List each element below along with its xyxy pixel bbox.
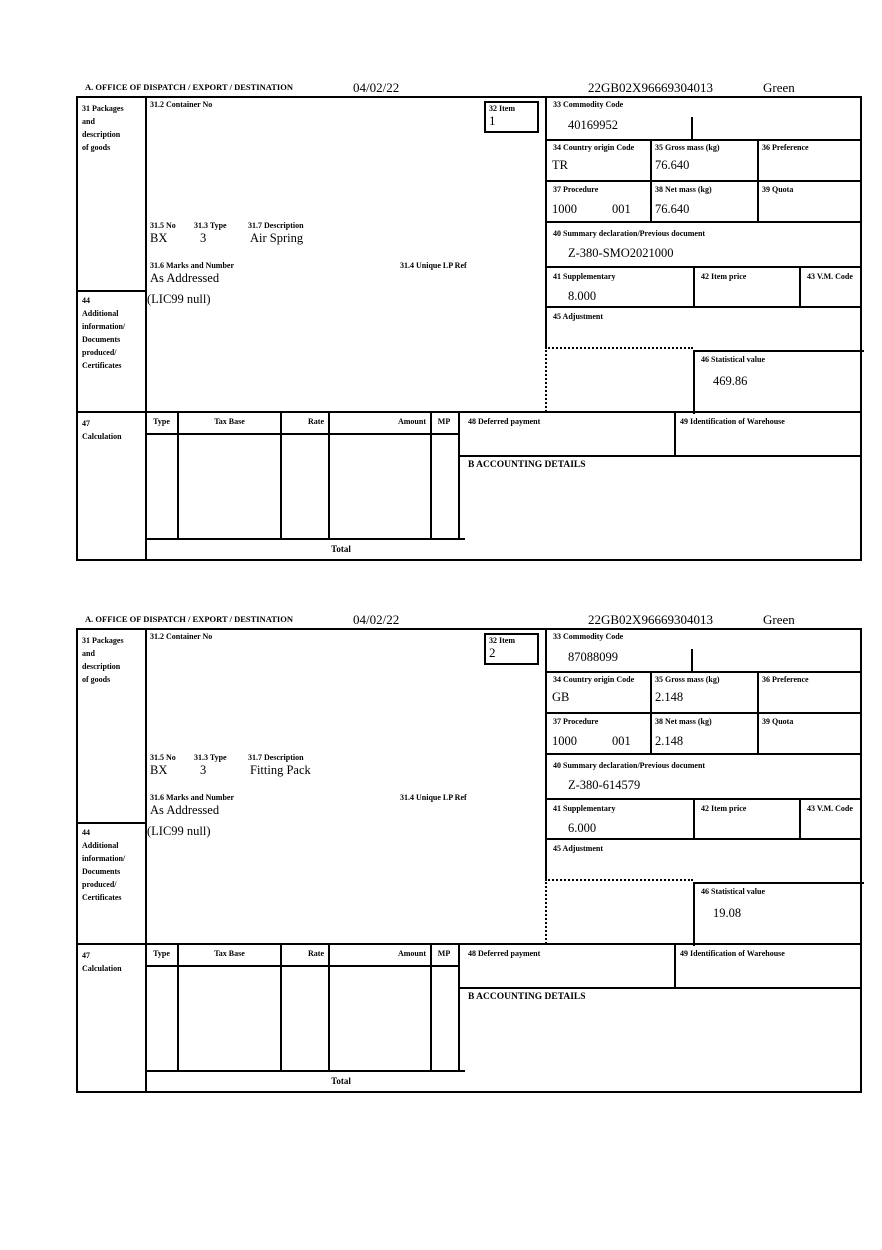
border-line	[76, 943, 862, 945]
column-header-rate: Rate	[308, 949, 324, 958]
additional-info-value: (LIC99 null)	[147, 824, 211, 838]
vm-code-label: 43 V.M. Code	[807, 804, 853, 813]
dotted-border-line	[545, 347, 547, 412]
item-number-box	[484, 633, 539, 665]
item-number-value: 2	[489, 645, 496, 660]
border-line	[328, 411, 330, 540]
border-line	[799, 798, 801, 840]
adjustment-label: 45 Adjustment	[553, 312, 604, 321]
border-line	[76, 411, 862, 413]
country-origin-value: TR	[552, 158, 568, 172]
item-price-label: 42 Item price	[701, 272, 747, 281]
gross-mass-label: 35 Gross mass (kg)	[655, 675, 720, 684]
border-line	[650, 671, 652, 754]
box31-packages-label: 31 Packages and description of goods	[82, 104, 124, 152]
border-line	[860, 96, 862, 561]
marks-number-label: 31.6 Marks and Number	[150, 261, 235, 270]
statistical-value-value: 469.86	[713, 374, 748, 388]
container-no-label: 31.2 Container No	[150, 100, 213, 109]
supplementary-label: 41 Supplementary	[553, 804, 616, 813]
box31-packages-label: 31 Packages and description of goods	[82, 636, 124, 684]
summary-declaration-label: 40 Summary declaration/Previous document	[553, 229, 706, 238]
border-line	[145, 965, 460, 967]
item-number-label: 32 Item	[489, 104, 515, 113]
border-line	[145, 433, 460, 435]
packages-no-label: 31.5 No	[150, 753, 176, 762]
gross-mass-value: 76.640	[655, 158, 690, 172]
marks-number-value: As Addressed	[150, 803, 220, 817]
dotted-border-line	[545, 879, 693, 881]
border-line	[674, 411, 676, 457]
gross-mass-label: 35 Gross mass (kg)	[655, 143, 720, 152]
preference-label: 36 Preference	[762, 143, 809, 152]
additional-info-value: (LIC99 null)	[147, 292, 211, 306]
commodity-code-label: 33 Commodity Code	[553, 632, 624, 641]
border-line	[280, 943, 282, 1072]
box44-additional-info-label: 44 Additional information/ Documents produced/ Certificates	[82, 828, 126, 902]
statistical-value-label: 46 Statistical value	[701, 887, 765, 896]
total-label: Total	[331, 544, 351, 554]
border-line	[76, 96, 862, 98]
border-line	[693, 798, 695, 840]
summary-declaration-value: Z-380-SMO2021000	[568, 246, 674, 260]
commodity-code-label: 33 Commodity Code	[553, 100, 624, 109]
border-line	[76, 1091, 862, 1093]
description-label: 31.7 Description	[248, 221, 304, 230]
border-line	[145, 1070, 465, 1072]
deferred-payment-label: 48 Deferred payment	[468, 417, 541, 426]
border-line	[458, 943, 460, 1072]
net-mass-label: 38 Net mass (kg)	[655, 185, 712, 194]
procedure-label: 37 Procedure	[553, 185, 599, 194]
routing-status: Green	[763, 612, 795, 627]
declaration-item-form-1	[76, 80, 862, 562]
warehouse-id-label: 49 Identification of Warehouse	[680, 417, 785, 426]
summary-declaration-label: 40 Summary declaration/Previous document	[553, 761, 706, 770]
border-line	[430, 943, 432, 1072]
declaration-date: 04/02/22	[353, 80, 400, 95]
declaration-item-form-2	[76, 612, 862, 1094]
adjustment-label: 45 Adjustment	[553, 844, 604, 853]
border-line	[757, 139, 759, 222]
border-line	[430, 411, 432, 540]
border-line	[650, 139, 652, 222]
border-line	[693, 266, 695, 308]
country-origin-value: GB	[552, 690, 570, 704]
quota-label: 39 Quota	[762, 185, 794, 194]
packages-type-label: 31.3 Type	[194, 221, 227, 230]
border-line	[458, 411, 460, 540]
column-header-rate: Rate	[308, 417, 324, 426]
border-line	[76, 96, 78, 561]
declaration-reference: 22GB02X96669304013	[588, 612, 713, 627]
column-header-tax-base: Tax Base	[214, 417, 245, 426]
border-line	[545, 798, 862, 800]
border-line	[76, 628, 78, 1093]
border-line	[328, 943, 330, 1072]
commodity-code-value: 40169952	[568, 118, 618, 132]
border-line	[177, 411, 179, 540]
packages-no-label: 31.5 No	[150, 221, 176, 230]
procedure-second-value: 001	[612, 734, 631, 748]
routing-status: Green	[763, 80, 795, 95]
dotted-border-line	[545, 347, 693, 349]
marks-number-value: As Addressed	[150, 271, 220, 285]
office-of-dispatch-title: A. OFFICE OF DISPATCH / EXPORT / DESTINATION	[85, 614, 293, 624]
column-header-type: Type	[153, 417, 170, 426]
office-of-dispatch-title: A. OFFICE OF DISPATCH / EXPORT / DESTINATION	[85, 82, 293, 92]
declaration-reference: 22GB02X96669304013	[588, 80, 713, 95]
border-line	[145, 538, 465, 540]
border-line	[799, 266, 801, 308]
packages-no-value: BX	[150, 231, 168, 245]
column-header-amount: Amount	[397, 949, 426, 958]
marks-number-label: 31.6 Marks and Number	[150, 793, 235, 802]
net-mass-value: 76.640	[655, 202, 690, 216]
column-header-tax-base: Tax Base	[214, 949, 245, 958]
border-line	[545, 180, 862, 182]
border-line	[145, 628, 147, 1093]
country-origin-label: 34 Country origin Code	[553, 143, 635, 152]
border-line	[757, 671, 759, 754]
deferred-payment-label: 48 Deferred payment	[468, 949, 541, 958]
box44-additional-info-label: 44 Additional information/ Documents produced/ Certificates	[82, 296, 126, 370]
supplementary-value: 8.000	[568, 289, 597, 303]
summary-declaration-value: Z-380-614579	[568, 778, 641, 792]
item-price-label: 42 Item price	[701, 804, 747, 813]
box47-calculation-label: 47 Calculation	[82, 951, 122, 973]
dotted-border-line	[545, 879, 547, 944]
supplementary-value: 6.000	[568, 821, 597, 835]
border-line	[545, 266, 862, 268]
gross-mass-value: 2.148	[655, 690, 684, 704]
border-line	[458, 455, 862, 457]
border-line	[280, 411, 282, 540]
total-label: Total	[331, 1076, 351, 1086]
net-mass-label: 38 Net mass (kg)	[655, 717, 712, 726]
statistical-value-value: 19.08	[713, 906, 742, 920]
description-label: 31.7 Description	[248, 753, 304, 762]
item-number-box	[484, 101, 539, 133]
border-line	[545, 838, 862, 840]
border-line	[691, 117, 693, 139]
quota-label: 39 Quota	[762, 717, 794, 726]
border-line	[545, 671, 862, 673]
border-line	[76, 559, 862, 561]
container-no-label: 31.2 Container No	[150, 632, 213, 641]
column-header-mp: MP	[437, 949, 451, 958]
border-line	[545, 221, 862, 223]
box47-calculation-label: 47 Calculation	[82, 419, 122, 441]
border-line	[545, 712, 862, 714]
border-line	[145, 96, 147, 561]
commodity-code-value: 87088099	[568, 650, 618, 664]
statistical-value-label: 46 Statistical value	[701, 355, 765, 364]
packages-no-value: BX	[150, 763, 168, 777]
border-line	[674, 943, 676, 989]
border-line	[76, 822, 147, 824]
packages-type-value: 3	[200, 231, 207, 245]
net-mass-value: 2.148	[655, 734, 684, 748]
goods-description-value: Fitting Pack	[250, 763, 311, 777]
column-header-amount: Amount	[397, 417, 426, 426]
procedure-second-value: 001	[612, 202, 631, 216]
accounting-details-title: B ACCOUNTING DETAILS	[468, 992, 586, 1002]
procedure-label: 37 Procedure	[553, 717, 599, 726]
accounting-details-title: B ACCOUNTING DETAILS	[468, 460, 586, 470]
border-line	[860, 628, 862, 1093]
column-header-type: Type	[153, 949, 170, 958]
preference-label: 36 Preference	[762, 675, 809, 684]
border-line	[177, 943, 179, 1072]
border-line	[76, 290, 147, 292]
unique-lp-ref-label: 31.4 Unique LP Ref	[400, 261, 467, 270]
border-line	[545, 306, 862, 308]
procedure-value: 1000	[552, 202, 577, 216]
border-line	[458, 987, 862, 989]
goods-description-value: Air Spring	[250, 231, 304, 245]
supplementary-label: 41 Supplementary	[553, 272, 616, 281]
item-number-value: 1	[489, 113, 496, 128]
column-header-mp: MP	[437, 417, 451, 426]
border-line	[545, 753, 862, 755]
unique-lp-ref-label: 31.4 Unique LP Ref	[400, 793, 467, 802]
border-line	[76, 628, 862, 630]
vm-code-label: 43 V.M. Code	[807, 272, 853, 281]
packages-type-value: 3	[200, 763, 207, 777]
item-number-label: 32 Item	[489, 636, 515, 645]
procedure-value: 1000	[552, 734, 577, 748]
packages-type-label: 31.3 Type	[194, 753, 227, 762]
warehouse-id-label: 49 Identification of Warehouse	[680, 949, 785, 958]
declaration-date: 04/02/22	[353, 612, 400, 627]
border-line	[545, 139, 862, 141]
country-origin-label: 34 Country origin Code	[553, 675, 635, 684]
border-line	[691, 649, 693, 671]
